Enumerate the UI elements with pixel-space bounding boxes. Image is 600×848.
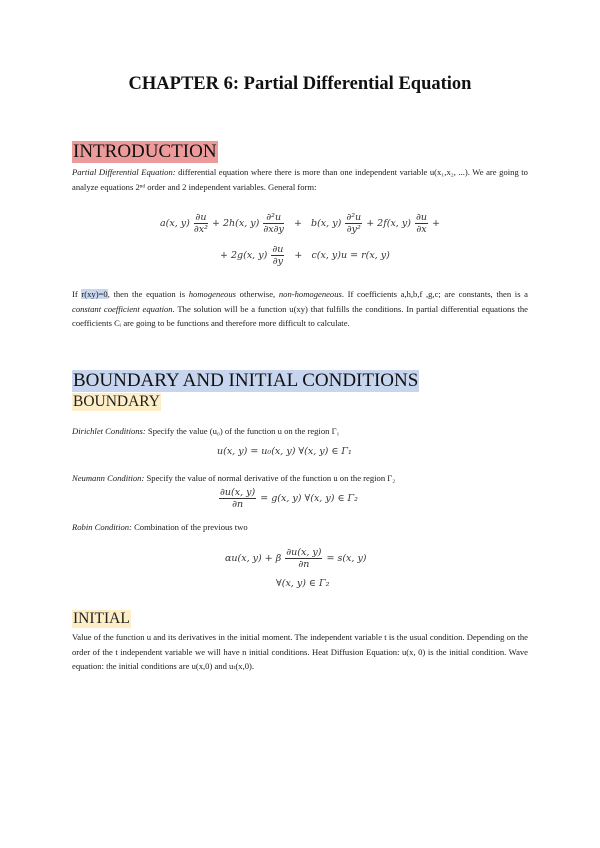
page-title: CHAPTER 6: Partial Differential Equation <box>128 74 472 94</box>
term-robin: Robin Condition: <box>72 522 132 532</box>
robin-equation: αu(x, y) + β $\frac{\partial u(x, y)}{\partial n}$ = s(x, y) <box>225 547 367 570</box>
neumann-equation: $\frac{\partial u(x, y)}{\partial n}$ = g(x, y) ∀(x, y) ∈ Γ₂ <box>220 487 358 510</box>
robin-equation-domain: ∀(x, y) ∈ Γ₂ <box>276 578 330 589</box>
dirichlet-equation: u(x, y) = u₀(x, y) ∀(x, y) ∈ Γ₁ <box>217 446 352 457</box>
highlight-rxy: r(xy)=0 <box>81 289 108 299</box>
homogeneous-paragraph: If r(xy)=0, then the equation is homogeneous otherwise, non-homogeneous. If coefficients a,h,b,f ,g,c; are constants, then is a constant coefficient equation. The solution will be a function u(xy) that fulfills the conditions. In partial differential equations the coefficients Cᵢ are going to be functions and therefore more difficult to calculate. <box>72 289 529 329</box>
term-pde: Partial Differential Equation: <box>72 167 176 177</box>
section-heading-boundary-initial: BOUNDARY AND INITIAL CONDITIONS <box>73 370 419 391</box>
dirichlet-line: Dirichlet Conditions: Specify the value (u₀) of the function u on the region Γ₁ <box>72 426 340 436</box>
intro-text: differential equation where there is more than one independent variable u(x₁,x₂, ...). We are going to analyze equations 2ⁿᵈ order and 2 independent variables. General form: <box>72 167 528 192</box>
section-heading-introduction: INTRODUCTION <box>73 141 217 162</box>
robin-line: Robin Condition: Combination of the previous two <box>72 522 248 532</box>
term-neumann: Neumann Condition: <box>72 473 145 483</box>
general-form-equation-line1: a(x, y) $\frac{\partial u}{\text{∂x²}}$ + 2h(x, y) $\frac{\text{∂²u}}{\partial x\partial y}$ + b(x, y) $\frac{\text{∂²u}}{\text{∂y²}}$ + 2f(x, y) $\frac{\partial u}{\partial x}$ + <box>160 212 440 235</box>
term-constant-coefficient: constant coefficient equation. <box>72 303 175 314</box>
subheading-initial: INITIAL <box>73 610 130 627</box>
term-dirichlet: Dirichlet Conditions: <box>72 426 146 436</box>
general-form-equation-line2: + 2g(x, y) $\frac{\partial u}{\partial y}$ + c(x, y)u = r(x, y) <box>220 244 390 267</box>
intro-paragraph <box>72 165 528 194</box>
neumann-line: Neumann Condition: Specify the value of normal derivative of the function u on the region Γ₂ <box>72 473 396 483</box>
subheading-boundary: BOUNDARY <box>73 393 160 410</box>
term-non-homogeneous: non-homogeneous <box>278 289 342 299</box>
term-homogeneous: homogeneous <box>188 289 236 299</box>
initial-paragraph: Value of the function u and its derivatives in the initial moment. The independent variable t is the usual condition. Depending on the order of the t independent variable we will have n initial conditions. Heat Diffusion Equation: u(x, 0) is the initial condition. Wave equation: the initial conditions are u(x,0) and uₜ(x,0). <box>72 632 528 672</box>
